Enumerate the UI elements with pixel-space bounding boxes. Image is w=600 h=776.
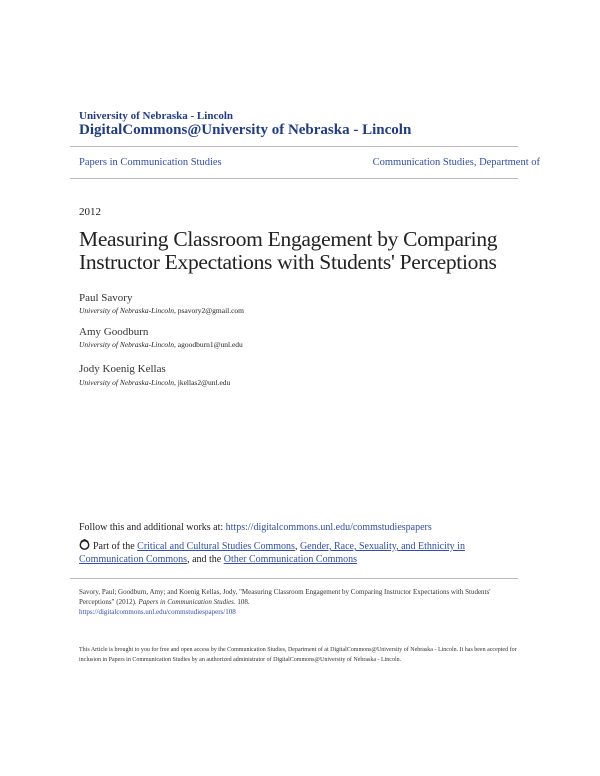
citation-text: Savory, Paul; Goodburn, Amy; and Koenig Kellas, Jody, "Measuring Classroom Engagement by Comparing Instructor Expectations with Students' Perceptions" (2012). [79,588,491,606]
citation-link[interactable]: https://digitalcommons.unl.edu/commstudiespapers/108 [79,608,236,616]
series-link[interactable]: Papers in Communication Studies [79,157,222,168]
author-name: Amy Goodburn [79,326,149,338]
follow-line [79,522,432,533]
follow-link[interactable]: https://digitalcommons.unl.edu/commstudiespapers [225,522,432,533]
other-communication-commons-link[interactable]: Other Communication Commons [223,554,358,565]
affiliation-text: University of Nebraska-Lincoln [79,378,174,387]
author-affiliation [79,306,244,315]
author-affiliation [79,378,230,387]
open-access-icon [79,539,90,550]
citation-rule [70,578,518,579]
publication-year: 2012 [79,206,101,218]
critical-cultural-studies-link[interactable]: Critical and Cultural Studies Commons [137,541,295,552]
part-of-prefix: Part of the [93,541,138,552]
access-notice: This Article is brought to you for free and open access by the Communication Studies, Department of at DigitalCommons@University of Nebraska - Lincoln. It has been accepted for inclusion in Papers in Communication Studies by an authorized administrator of DigitalCommons@University of Nebraska - Lincoln. [79,647,517,663]
author-email: , jkellas2@unl.edu [174,378,231,387]
author-affiliation [79,340,243,349]
gender-race-commons-link[interactable]: Gender, Race, Sexuality, and Ethnicity in Communication Commons [79,541,465,565]
paper-title: Measuring Classroom Engagement by Comparing Instructor Expectations with Students' Perceptions [79,227,498,274]
header-rule [70,178,518,179]
recommended-citation [79,587,519,617]
author-name: Jody Koenig Kellas [79,363,166,375]
repository-name[interactable]: DigitalCommons@University of Nebraska - Lincoln [79,122,412,138]
affiliation-text: University of Nebraska-Lincoln [79,306,174,315]
separator: , and the [187,554,224,565]
follow-label: Follow this and additional works at: [79,522,226,533]
citation-number: . 108. [233,598,250,606]
author-email: , psavory2@gmail.com [174,306,245,315]
separator: , [294,541,300,552]
citation-journal: Papers in Communication Studies [138,598,234,606]
department-link[interactable]: Communication Studies, Department of [372,157,540,168]
part-of-line [79,539,529,566]
affiliation-text: University of Nebraska-Lincoln [79,340,174,349]
author-name: Paul Savory [79,292,133,304]
author-email: , agoodburn1@unl.edu [174,340,243,349]
university-name[interactable]: University of Nebraska - Lincoln [79,110,233,122]
top-rule [70,146,518,147]
